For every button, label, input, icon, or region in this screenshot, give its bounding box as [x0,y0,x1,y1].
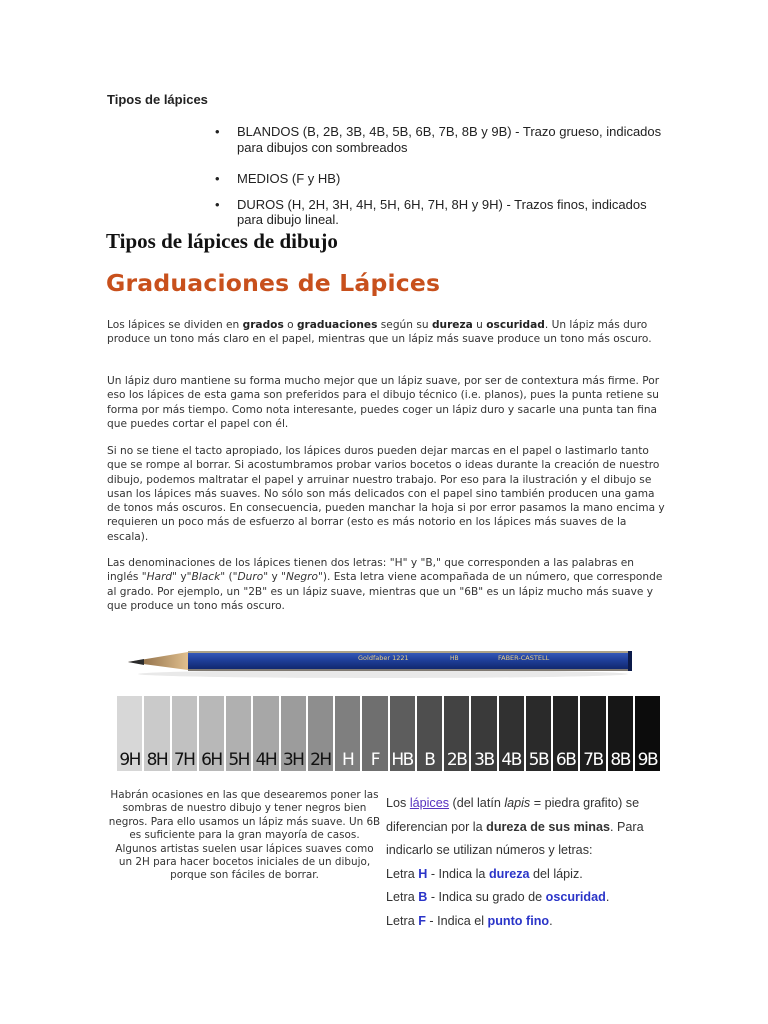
grade-label: 9H [119,750,140,770]
pencil-types-list [215,124,665,228]
grade-swatch [471,696,498,771]
grade-label: 6H [201,750,222,770]
lapices-link[interactable]: lápices [409,796,450,810]
grade-label: 8H [146,750,168,770]
grade-label: 5B [528,750,549,770]
grade-swatch [444,696,471,771]
letter-b-line: Letra B - Indica su grado de oscuridad. [386,890,610,905]
letters-explanation [386,792,676,934]
grade-label: 7H [173,750,195,770]
grade-label: 6B [555,750,576,770]
pencil-image [128,640,634,682]
grade-label: 9B [637,750,658,770]
grade-swatch [281,696,308,771]
grade-swatch [553,696,580,771]
grade-label: 2B [446,750,467,770]
grade-label: 3B [474,750,494,770]
grade-swatch [417,696,444,771]
letter-f-line: Letra F - Indica el punto fino. [386,913,553,928]
grade-scale [117,696,660,771]
pencil-model-text: Goldfaber 1221 [358,654,409,662]
grade-label: 5H [228,750,249,770]
grade-swatch [526,696,553,771]
letters-intro: Los lápices (del latín lapis = piedra grafito) se diferencian por la dureza de sus minas. Para indicarlo se utilizan números y letras: [386,796,644,858]
list-item: • DUROS (H, 2H, 3H, 4H, 5H, 6H, 7H, 8H y 9H) - Trazos finos, indicados para dibujo lineal. [215,197,665,228]
grade-swatch [253,696,280,771]
pencil-grade-text: HB [450,655,459,662]
grade-swatch [172,696,199,771]
grade-label: 2H [310,750,331,770]
pencil-lead [128,659,144,665]
grade-label: 4B [501,750,521,770]
letter-h-line: Letra H - Indica la dureza del lápiz. [386,866,583,881]
grade-swatch [335,696,362,771]
grade-label: 8B [610,750,630,770]
grade-label: 7B [583,750,603,770]
grade-swatch [144,696,171,771]
page-title: Graduaciones de Lápices [106,269,441,297]
grade-swatch [608,696,635,771]
grade-label: B [424,750,435,770]
grade-swatch [499,696,526,771]
paragraph-soft-pencil: Si no se tiene el tacto apropiado, los lápices duros pueden dejar marcas en el papel o lastimarlo tanto que se rompe al borrar. Si acostumbramos probar varios bocetos o ideas durante la creación de nuestro dibujo, podemos maltratar el papel y arruinar nuestro trabajo. Por eso para la ilustración y el dibujo se usan los lápices más suaves. No sólo son más delicados con el papel sino también producen una gama de tonos más oscuros. En consecuencia, pueden manchar la hoja si por error pasamos la mano encima y requieren un poco más de esfuerzo al borrar (esto es más notorio en los lápices más suaves de la escala). [107,445,665,543]
grade-swatch [117,696,144,771]
pencil-brand-text: FABER-CASTELL [498,654,550,662]
heading-serif: Tipos de lápices de dibujo [106,229,338,253]
grade-label: F [370,750,380,770]
grade-label: H [341,750,354,770]
grade-swatch [390,696,417,771]
caption-text: Habrán ocasiones en las que desearemos poner las sombras de nuestro dibujo y tener negros bien negros. Para ello usamos un lápiz más suave. Un 6B es suficiente para la gran mayoría de casos. Algunos artistas suelen usar lápices suaves como un 2H para hacer bocetos iniciales de un dibujo, porque son fáciles de borrar. [108,789,381,882]
paragraph-denominations: Las denominaciones de los lápices tienen dos letras: "H" y "B," que corresponden a las palabras en inglés "Hard" y"Black" ("Duro" y "Negro"). Esta letra viene acompañada de un número, que corresponde al grado. Por ejemplo, un "2B" es un lápiz suave, mientras que un "6B" es un lápiz mucho más suave y que produce un tono más oscuro. [107,557,663,612]
paragraph-grades: Los lápices se dividen en grados o graduaciones según su dureza u oscuridad. Un lápiz más duro produce un tono más claro en el papel, mientras que un lápiz más suave produce un tono más oscuro. [107,319,652,346]
paragraph-hard-pencil: Un lápiz duro mantiene su forma mucho mejor que un lápiz suave, por ser de contextura más firme. Por eso los lápices de esta gama son preferidos para el dibujo técnico (i.e. planos), pues la punta retiene su forma por más tiempo. Como nota interesante, puedes coger un lápiz duro y sacarle una punta tan fina que puedes cortar el papel con él. [107,375,660,430]
grade-swatch [362,696,389,771]
grade-swatch [199,696,226,771]
section-title: Tipos de lápices [107,92,208,107]
grade-label: 4H [255,750,277,770]
grade-label: HB [391,750,413,770]
pencil-body [188,651,630,671]
grade-swatch [308,696,335,771]
grade-swatch [226,696,253,771]
grade-label: 3H [282,750,304,770]
grade-swatch [635,696,660,771]
grade-swatch [580,696,607,771]
list-item: • MEDIOS (F y HB) [215,171,665,187]
list-item: • BLANDOS (B, 2B, 3B, 4B, 5B, 6B, 7B, 8B y 9B) - Trazo grueso, indicados para dibujos con sombreados [215,124,665,155]
